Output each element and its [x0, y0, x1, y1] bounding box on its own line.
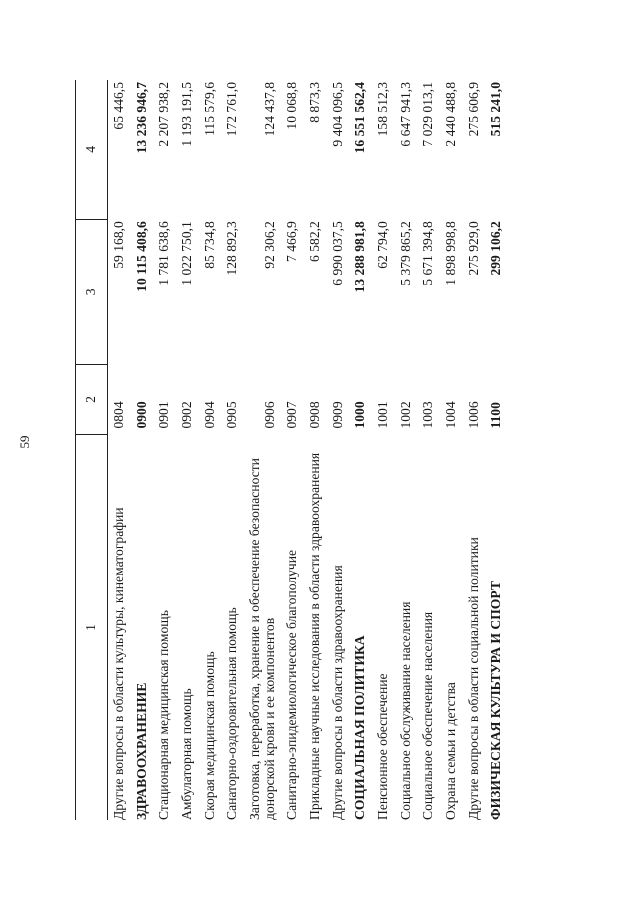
row-code: 0902 [179, 401, 195, 429]
row-code: 0900 [133, 401, 149, 429]
row-value-col3: 275 929,0 [465, 221, 481, 276]
row-name: Санаторно-оздоровительная помощь [224, 607, 240, 820]
row-code: 1001 [375, 401, 391, 429]
row-code: 0909 [329, 401, 345, 429]
table-row [463, 80, 486, 820]
row-value-col3: 13 288 981,8 [352, 221, 368, 293]
row-code: 1003 [420, 401, 436, 429]
row-name: Пенсионное обеспечение [375, 673, 391, 820]
table-row [349, 80, 372, 820]
row-value-col4: 515 241,0 [488, 82, 504, 137]
row-value-col3: 59 168,0 [111, 221, 126, 269]
row-code: 1006 [465, 401, 481, 429]
table-row [244, 80, 281, 820]
table-row [304, 80, 327, 820]
row-value-col4: 9 404 096,5 [329, 82, 345, 147]
row-value-col3: 1 022 750,1 [179, 221, 195, 286]
budget-table [75, 80, 508, 820]
row-value-col4: 65 446,5 [111, 82, 126, 130]
table-row [485, 80, 508, 820]
row-code: 1000 [352, 401, 368, 429]
table-row [108, 80, 131, 820]
header-col-1: 1 [76, 435, 108, 820]
row-value-col4: 6 647 941,3 [397, 82, 413, 147]
row-name: Другие вопросы в области здравоохранения [329, 565, 345, 820]
row-value-col4: 2 207 938,2 [156, 82, 172, 147]
row-value-col3: 85 734,8 [201, 221, 217, 269]
row-name: Прикладные научные исследования в области здравоохранения [307, 452, 323, 820]
row-name: Санитарно-эпидемиологическое благополучие [284, 549, 300, 820]
row-name: Другие вопросы в области культуры, кинематографии [111, 507, 126, 820]
table-row [417, 80, 440, 820]
row-value-col3: 92 306,2 [261, 221, 277, 269]
row-code: 0904 [201, 401, 217, 429]
table-body [108, 80, 509, 820]
row-value-col4: 13 236 946,7 [133, 82, 149, 154]
row-value-col3: 1 781 638,6 [156, 221, 172, 286]
row-name: Социальное обеспечение населения [420, 611, 436, 820]
row-value-col4: 115 579,6 [201, 82, 217, 136]
table-row [372, 80, 395, 820]
table-row [440, 80, 463, 820]
table-row [153, 80, 176, 820]
row-value-col3: 5 671 394,8 [420, 221, 436, 286]
row-value-col4: 10 068,8 [284, 82, 300, 130]
row-value-col3: 5 379 865,2 [397, 221, 413, 286]
row-name: СОЦИАЛЬНАЯ ПОЛИТИКА [352, 635, 368, 820]
row-code: 0901 [156, 401, 172, 429]
row-code: 0906 [261, 401, 277, 429]
row-value-col3: 6 582,2 [307, 221, 323, 262]
table-row [221, 80, 244, 820]
row-value-col3: 10 115 408,6 [133, 221, 149, 292]
row-value-col4: 158 512,3 [375, 82, 391, 137]
row-value-col4: 1 193 191,5 [179, 82, 195, 147]
row-code: 0804 [111, 401, 126, 429]
row-value-col3: 7 466,9 [284, 221, 300, 262]
row-code: 1100 [488, 402, 504, 429]
row-name: Другие вопросы в области социальной политики [465, 537, 481, 820]
header-col-3: 3 [76, 219, 108, 364]
header-row [76, 80, 108, 820]
row-name: ЗДРАВООХРАНЕНИЕ [133, 682, 149, 820]
row-name: Социальное обслуживание населения [397, 601, 413, 820]
row-value-col3: 62 794,0 [375, 221, 391, 269]
header-col-2: 2 [76, 364, 108, 434]
row-value-col3: 128 892,3 [224, 221, 240, 276]
row-code: 0908 [307, 401, 323, 429]
row-value-col4: 172 761,0 [224, 82, 240, 137]
row-code: 1004 [443, 401, 459, 429]
row-value-col4: 275 606,9 [465, 82, 481, 137]
row-name: Скорая медицинская помощь [201, 651, 217, 820]
row-value-col4: 7 029 013,1 [420, 82, 436, 147]
table-row [281, 80, 304, 820]
row-value-col4: 8 873,3 [307, 82, 323, 123]
page-number: 59 [17, 435, 32, 449]
row-name: ФИЗИЧЕСКАЯ КУЛЬТУРА И СПОРТ [488, 581, 504, 820]
row-code: 0907 [284, 401, 300, 429]
table-row [131, 80, 154, 820]
row-name: Охрана семьи и детства [443, 682, 459, 820]
row-value-col3: 299 106,2 [488, 221, 504, 276]
row-name: Стационарная медицинская помощь [156, 610, 172, 820]
row-value-col4: 124 437,8 [261, 82, 277, 137]
table-row [199, 80, 222, 820]
table-row [327, 80, 350, 820]
row-value-col3: 1 898 998,8 [443, 221, 459, 286]
table-row [176, 80, 199, 820]
table-row [395, 80, 418, 820]
budget-table-container [75, 80, 575, 820]
row-value-col4: 2 440 488,8 [443, 82, 459, 147]
row-value-col3: 6 990 037,5 [329, 221, 345, 286]
header-col-4: 4 [76, 80, 108, 219]
row-value-col4: 16 551 562,4 [352, 82, 368, 154]
row-code: 0905 [224, 401, 240, 429]
row-name: Заготовка, переработка, хранение и обеспечение безопасности донорской крови и ее компонентов [247, 458, 277, 820]
row-name: Амбулаторная помощь [179, 688, 195, 820]
row-code: 1002 [397, 401, 413, 429]
